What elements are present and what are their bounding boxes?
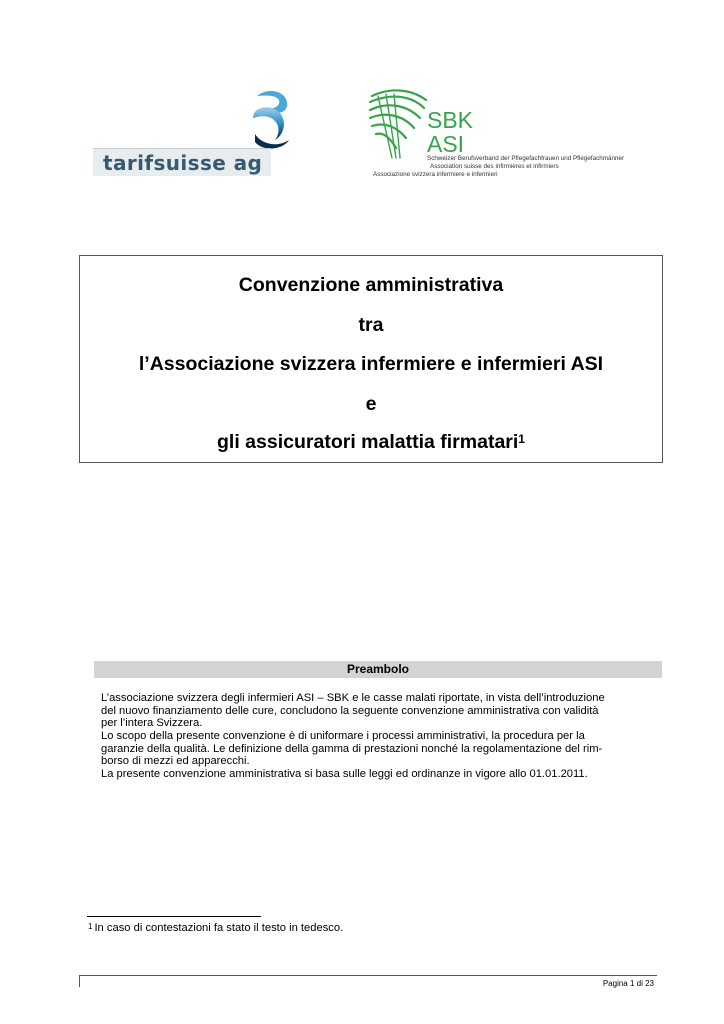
sbk-name-it: Associazione svizzera infermiere e infermieri bbox=[373, 171, 498, 178]
sbk-name-de: Schweizer Berufsverband der Pflegefachfrauen und Pflegefachmänner bbox=[427, 155, 625, 162]
preamble-line: La presente convenzione amministrativa si basa sulle leggi ed ordinanze in vigore allo 01.01.2011. bbox=[101, 768, 588, 781]
title-line-3: l’Associazione svizzera infermiere e infermieri ASI bbox=[138, 353, 604, 375]
footnote-separator bbox=[87, 916, 261, 917]
preamble-line: Lo scopo della presente convenzione è di uniformare i processi amministrativi, la procedura per la bbox=[101, 730, 585, 743]
sbk-name-fr: Association suisse des infirmières et infirmiers bbox=[430, 163, 559, 170]
preamble-line: del nuovo finanziamento delle cure, concludono la seguente convenzione amministrativa con validità bbox=[101, 704, 599, 717]
sbk-asi-logo bbox=[366, 86, 676, 181]
footnote-number: 1 bbox=[88, 922, 93, 931]
title-line-1: Convenzione amministrativa bbox=[238, 274, 504, 296]
sbk-abbreviation: SBK bbox=[427, 107, 474, 133]
preamble-line: garanzie della qualità. Le definizione della gamma di prestazioni nonché la regolamentazione del rim- bbox=[101, 742, 603, 755]
title-box bbox=[79, 255, 663, 463]
preamble-line: per l’intera Svizzera. bbox=[101, 717, 203, 730]
footer-rule bbox=[79, 975, 657, 976]
footnote-reference: 1 bbox=[518, 432, 525, 446]
preamble-heading: Preambolo bbox=[94, 661, 662, 678]
preamble-line: borso di mezzi ed apparecchi. bbox=[101, 755, 250, 768]
tarifsuisse-logo bbox=[93, 88, 278, 180]
preamble-line: L’associazione svizzera degli infermieri ASI – SBK e le casse malati riportate, in vista dell’introduzione bbox=[101, 692, 605, 704]
title-line-2: tra bbox=[358, 314, 384, 336]
tarifsuisse-wordmark: tarifsuisse ag bbox=[93, 148, 271, 176]
title-line-5-text: gli assicuratori malattia firmatari bbox=[217, 431, 519, 453]
asi-abbreviation: ASI bbox=[427, 131, 465, 157]
page-number: Pagina 1 di 23 bbox=[602, 979, 654, 988]
footer-tick bbox=[79, 975, 80, 987]
title-line-5 bbox=[80, 430, 662, 454]
tarifsuisse-swirl-icon bbox=[249, 88, 293, 150]
preamble-body bbox=[101, 692, 657, 781]
footnote bbox=[88, 921, 343, 935]
footnote-text: In caso di contestazioni fa stato il testo in tedesco. bbox=[94, 922, 344, 934]
title-line-4: e bbox=[365, 393, 377, 415]
